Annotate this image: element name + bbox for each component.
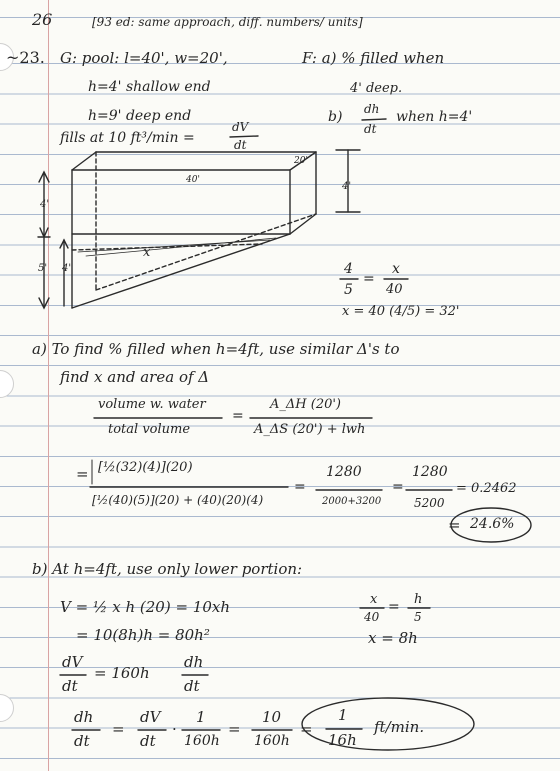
edition-note: [93 ed: same approach, diff. numbers/ units] (92, 15, 363, 29)
calc-equals-2: = (294, 479, 306, 495)
dvdt-den: dt (62, 677, 78, 695)
given-line-1: G: pool: l=40', w=20', (60, 49, 228, 67)
sim-num-left: 4 (344, 261, 353, 277)
dhdt-den: dt (184, 677, 200, 695)
sim-b-den-x: 40 (364, 610, 380, 624)
calc-num-mid: 1280 (326, 464, 362, 480)
problem-number: ~23. (6, 48, 45, 67)
final-160h-b: 160h (254, 733, 290, 749)
find-line-1: F: a) % filled when (302, 49, 445, 67)
ratio-den-right: A_ΔS (20') + lwh (254, 422, 366, 437)
final-equals-2: = (228, 720, 241, 738)
volume-substituted: = 10(8h)h = 80h² (76, 626, 210, 644)
sim-num-right: x (392, 261, 400, 277)
sim-den-right: 40 (386, 282, 403, 297)
final-dv: dV (140, 708, 161, 726)
rate-dt: dt (234, 138, 247, 152)
final-equals-3: = (300, 720, 313, 738)
final-ten: 10 (262, 708, 282, 726)
sim-den-left: 5 (344, 282, 353, 298)
page-number: 26 (32, 10, 53, 29)
part-a-line-1: a) To find % filled when h=4ft, use similar Δ's to (32, 340, 400, 358)
given-line-2: h=4' shallow end (88, 79, 211, 95)
sim-b-equals: = (388, 599, 400, 615)
left-top-depth-label: 4' (40, 199, 50, 210)
right-depth-label: 4' (342, 181, 352, 192)
find-part-b-label: b) (328, 109, 343, 125)
find-dh: dh (364, 102, 380, 116)
answer-unit: ft/min. (374, 718, 425, 736)
diagram-x-label: x (143, 245, 151, 260)
calc-num-right: 1280 (412, 464, 448, 480)
final-160h: 160h (184, 733, 220, 749)
pool-diagram (38, 150, 360, 308)
rate-fraction-bar (230, 136, 258, 137)
ratio-num-left: volume w. water (98, 397, 206, 412)
volume-equation: V = ½ x h (20) = 10xh (60, 598, 231, 616)
part-b-line-1: b) At h=4ft, use only lower portion: (32, 560, 303, 578)
part-b-answer-circle (302, 698, 474, 750)
answer-equals: = (448, 516, 461, 534)
x-equals-8h: x = 8h (368, 629, 418, 647)
sim-b-den-h: 5 (414, 610, 422, 624)
part-a-line-2: find x and area of Δ (60, 368, 210, 386)
find-dt: dt (364, 122, 377, 136)
part-a-answer: 24.6% (470, 516, 515, 532)
final-equals-1: = (112, 720, 125, 738)
final-one: 1 (196, 708, 206, 726)
calc-den-mid: 2000+3200 (322, 496, 382, 507)
part-a-answer-circle (451, 508, 531, 542)
find-line-2: 4' deep. (350, 81, 403, 96)
dhdt-num: dh (184, 653, 204, 671)
rate-dv: dV (232, 120, 249, 134)
find-part-b-rest: when h=4' (396, 109, 473, 125)
final-dt: dt (74, 732, 90, 750)
final-dh: dh (74, 708, 94, 726)
answer-den: 16h (328, 731, 357, 749)
sim-b-num-h: h (414, 592, 423, 607)
inner-depth-label: 4' (62, 263, 72, 274)
dvdt-num: dV (62, 653, 83, 671)
dvdt-rhs: = 160h (94, 664, 150, 682)
pool-width-label: 20' (294, 156, 308, 166)
ratio-equals: = (232, 408, 244, 424)
sim-equals: = (363, 271, 375, 287)
given-line-4: fills at 10 ft³/min = (60, 130, 195, 146)
calc-equals-1: = (76, 465, 89, 483)
calc-den-left: [½(40)(5)](20) + (40)(20)(4) (92, 493, 264, 507)
ratio-den-left: total volume (108, 422, 191, 437)
final-dt-2: dt (140, 732, 156, 750)
sim-b-num-x: x (370, 592, 378, 607)
calc-decimal: = 0.2462 (456, 481, 517, 496)
find-fraction-bar (362, 119, 386, 120)
final-dot: · (172, 720, 177, 738)
calc-equals-3: = (392, 479, 404, 495)
calc-den-right: 5200 (414, 496, 445, 510)
given-line-3: h=9' deep end (88, 108, 192, 124)
calc-num-left: [½(32)(4)](20) (98, 460, 193, 475)
pool-length-label: 40' (186, 175, 200, 185)
answer-num: 1 (338, 706, 348, 724)
ratio-num-right: A_ΔH (20') (270, 397, 342, 412)
left-bottom-depth-label: 5' (38, 263, 48, 274)
sim-result: x = 40 (4/5) = 32' (342, 304, 460, 319)
